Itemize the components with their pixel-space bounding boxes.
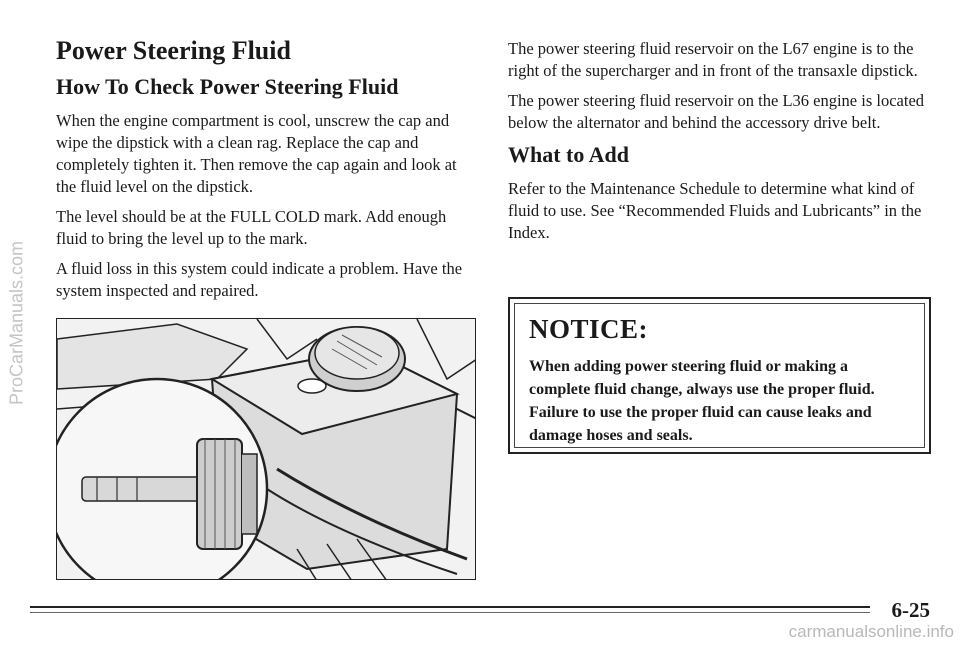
fluid-loss-paragraph: A fluid loss in this system could indicate a problem. Have the system inspected and repaired. (56, 259, 463, 300)
notice-inner (514, 303, 925, 448)
notice-title: NOTICE: (529, 314, 649, 344)
l67-reservoir-paragraph: The power steering fluid reservoir on the L67 engine is to the right of the supercharger and in front of the transaxle dipstick. (508, 39, 918, 80)
notice-text: When adding power steering fluid or making a complete fluid change, always use the proper fluid. Failure to use the proper fluid can cause leaks and damage hoses and seals. (529, 358, 875, 444)
side-watermark (2, 0, 32, 646)
section-title: Power Steering Fluid (56, 36, 291, 65)
fluid-level-paragraph: The level should be at the FULL COLD mark. Add enough fluid to bring the level up to the mark. (56, 207, 447, 248)
side-watermark-text: ProCarManuals.com (6, 240, 27, 406)
l36-reservoir-paragraph: The power steering fluid reservoir on the L36 engine is located below the alternator and behind the accessory drive belt. (508, 91, 925, 132)
footer-rule (30, 606, 870, 608)
what-to-add-paragraph: Refer to the Maintenance Schedule to determine what kind of fluid to use. See “Recommended Fluids and Lubricants” in the Index. (508, 179, 922, 242)
what-to-add-heading: What to Add (508, 142, 630, 167)
reservoir-illustration (56, 318, 476, 580)
bottom-watermark: carmanualsonline.info (788, 622, 954, 641)
left-column (56, 36, 476, 310)
right-column (508, 38, 928, 252)
subsection-title: How To Check Power Steering Fluid (56, 74, 399, 99)
check-instructions-paragraph: When the engine compartment is cool, unscrew the cap and wipe the dipstick with a clean rag. Replace the cap and completely tighten it. Then remove the cap again and look at the fluid level on the dipstick. (56, 111, 457, 196)
notice-box (508, 297, 931, 454)
footer-rule-thin (30, 612, 870, 613)
page-number: 6-25 (891, 598, 930, 622)
reservoir-drawing (57, 319, 476, 580)
